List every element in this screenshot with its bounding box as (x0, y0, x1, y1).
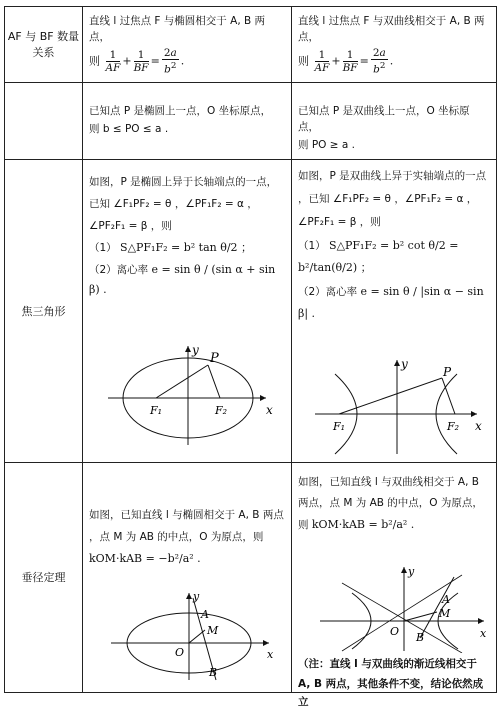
ellipse-focal-chord-text: 直线 l 过焦点 F 与椭圆相交于 A, B 两点， (89, 15, 266, 43)
label-o: O (175, 645, 185, 659)
row-po-range (5, 82, 497, 159)
label-p: P (210, 350, 219, 366)
row-label-text: 垂径定理 (21, 571, 66, 584)
ellipse-ft-line3: ∠PF₂F₁ = β ，则 (89, 219, 172, 232)
label-x-axis: x (267, 647, 274, 661)
label-x-axis: x (475, 418, 482, 433)
hyperbola-focal-chord-formula: 则 $\frac{1}{AF}$ + $\frac{1}{BF}$ = $\frac{2a}{b^2}$ . (298, 47, 394, 76)
ellipse-slope-formula: kOM·kAB = −b²/a² . (89, 551, 201, 565)
cell-ellipse-po (83, 82, 292, 159)
hyperbola-note-line2: A, B 两点，其他条件不变，结论依然成立 (298, 677, 484, 708)
row-af-bf (5, 7, 497, 83)
label-y-axis: y (401, 356, 408, 371)
hyperbola-area-formula: S△PF₁F₂ = b² cot θ/2 = b²/tan(θ/2) ； (298, 238, 459, 274)
cell-hyperbola-chord-midpoint (292, 462, 497, 708)
hyperbola-focal-triangle-figure (307, 356, 487, 456)
label-x-axis: x (266, 402, 273, 417)
cell-ellipse-af-bf (83, 7, 292, 83)
label-f2: F₂ (447, 419, 460, 433)
label-b: B (209, 665, 218, 679)
ellipse-ft-item1 (89, 238, 285, 258)
row-focal-triangle (5, 159, 497, 462)
row-label-focal-triangle (5, 159, 83, 462)
label-o: O (390, 624, 400, 638)
cell-ellipse-focal-triangle (83, 159, 292, 462)
hyperbola-focal-chord-text: 直线 l 过焦点 F 与双曲线相交于 A, B 两点， (298, 15, 485, 43)
cell-hyperbola-af-bf (292, 7, 497, 83)
ellipse-cm-line2: ，点 M 为 AB 的中点，O 为原点，则 (89, 530, 264, 543)
hyperbola-note-line1: （注：直线 l 与双曲线的渐近线相交于 (298, 657, 477, 670)
ellipse-ft-line2: 已知 ∠F₁PF₂ = θ ，∠PF₁F₂ = α ， (89, 197, 258, 210)
ellipse-area-formula: S△PF₁F₂ = b² tan θ/2 ； (120, 240, 253, 254)
cell-hyperbola-po (292, 82, 497, 159)
ellipse-cm-line1: 如图，已知直线 l 与椭圆相交于 A, B 两点 (89, 508, 284, 521)
formula-prefix: 则 (89, 54, 100, 68)
ellipse-focal-chord-formula: 则 $\frac{1}{AF}$ + $\frac{1}{BF}$ = $\frac{2a}{b^2}$ . (89, 47, 185, 76)
row-label-po (5, 82, 83, 159)
label-f1: F₁ (333, 419, 346, 433)
row-label-text: 焦三角形 (21, 304, 66, 318)
ellipse-ft-item2 (89, 260, 285, 300)
ellipse-focal-triangle-figure (98, 340, 278, 450)
ellipse-eccentricity-formula: e = sin θ / (sin α + sin β) . (89, 262, 276, 296)
ellipse-ft-line1: 如图，P 是椭圆上异于长轴端点的一点， (89, 175, 278, 188)
hyperbola-ft-item1 (298, 235, 490, 279)
label-y-axis: y (192, 342, 199, 357)
item-prefix: （2）离心率 (298, 285, 358, 298)
label-f2: F₂ (215, 403, 228, 417)
cell-hyperbola-focal-triangle (292, 159, 497, 462)
comparison-table (4, 6, 497, 708)
item-prefix: （2）离心率 (89, 263, 149, 276)
ellipse-po-line2: 则 b ≤ PO ≤ a . (89, 122, 169, 135)
hyperbola-cm-line3 (298, 515, 490, 535)
hyperbola-slope-formula: kOM·kAB = b²/a² . (311, 517, 415, 531)
label-a: A (201, 607, 209, 621)
label-m: M (207, 623, 219, 637)
hyperbola-chord-midpoint-figure (312, 563, 492, 653)
hyperbola-cm-line2: 两点，点 M 为 AB 的中点，O 为原点， (298, 496, 483, 509)
hyperbola-ft-line3: ∠PF₂F₁ = β ，则 (298, 215, 381, 228)
item-prefix: （1） (298, 239, 326, 252)
label-m: M (439, 606, 451, 620)
hyperbola-cm-line1: 如图，已知直线 l 与双曲线相交于 A, B (298, 475, 479, 488)
ellipse-po-line1: 已知点 P 是椭圆上一点，O 坐标原点， (89, 104, 272, 117)
label-y-axis: y (193, 589, 200, 603)
label-b: B (416, 630, 425, 644)
hyperbola-ft-item2 (298, 281, 490, 325)
hyperbola-po-line1: 已知点 P 是双曲线上一点，O 坐标原点， (298, 104, 470, 133)
ellipse-chord-midpoint-figure (101, 588, 281, 683)
row-label-chord-midpoint (5, 462, 83, 692)
formula-prefix: 则 (298, 518, 309, 531)
hyperbola-ft-line2: ，已知 ∠F₁PF₂ = θ ，∠PF₁F₂ = α ， (298, 192, 478, 205)
hyperbola-ft-line1: 如图，P 是双曲线上异于实轴端点的一点 (298, 169, 487, 182)
row-chord-midpoint (5, 462, 497, 692)
row-label-text: AF 与 BF 数量关系 (7, 30, 80, 60)
label-p: P (443, 364, 452, 379)
hyperbola-po-line2: 则 PO ≥ a . (298, 138, 356, 151)
cell-ellipse-chord-midpoint (83, 462, 292, 692)
label-y-axis: y (408, 564, 415, 578)
formula-prefix: 则 (298, 54, 309, 68)
row-label-af-bf (5, 7, 83, 83)
label-a: A (442, 592, 450, 606)
label-f1: F₁ (150, 403, 163, 417)
hyperbola-eccentricity-formula: e = sin θ / |sin α − sin β| . (298, 284, 484, 320)
item-prefix: （1） (89, 241, 117, 254)
label-x-axis: x (480, 626, 487, 640)
